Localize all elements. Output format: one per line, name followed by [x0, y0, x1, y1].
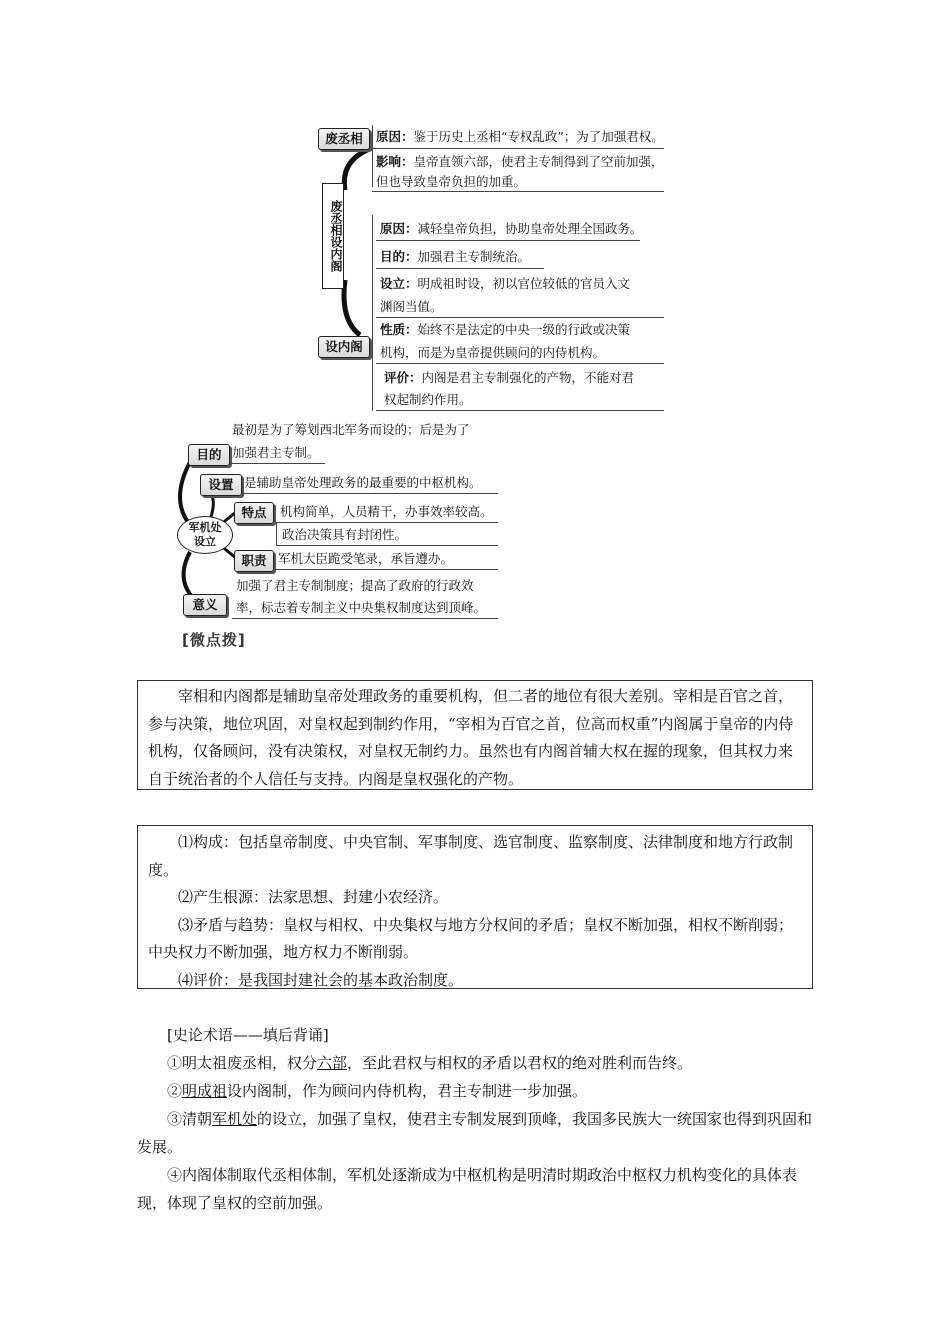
cabinet-establish-line1: 设立：明成祖时设，初以官位较低的官员入文 [380, 276, 631, 291]
mindmap1-center-text: 废丞相设内阁 [329, 200, 343, 272]
terms-item-1: ①明太祖废丞相，权分六部，至此君权与相权的矛盾以君权的绝对胜利而告终。 [167, 1054, 693, 1072]
grand-council-label-features: 特点 [234, 502, 274, 524]
tip-heading: [微点拨] [182, 631, 246, 649]
terms-title: [史论术语——填后背诵] [167, 1026, 329, 1044]
grand-council-features-line2: 政治决策具有封闭性。 [282, 527, 408, 542]
terms-section [137, 1021, 813, 1217]
summary-item-3: ⑶矛盾与趋势：皇权与相权、中央集权与地方分权间的矛盾；皇权不断加强，相权不断削弱；中央权力不断加强，地方权力不断削弱。 [148, 915, 794, 961]
tip-box [137, 680, 813, 790]
cabinet-evaluation-line2: 权起制约作用。 [384, 392, 472, 407]
cabinet-establish-line2: 渊阁当值。 [380, 299, 443, 314]
mindmap1-center [322, 183, 344, 289]
grand-council-label-duty: 职责 [234, 550, 274, 572]
terms-item-4: ④内阁体制取代丞相体制，军机处逐渐成为中枢机构是明清时期政治中枢权力机构变化的具体表现，体现了皇权的空前加强。 [137, 1166, 798, 1212]
cabinet-purpose: 目的：加强君主专制统治。 [380, 249, 531, 264]
grand-council-significance-line1: 加强了君主专制制度；提高了政府的行政效 [236, 578, 474, 593]
branch-label-abolish-chancellor: 废丞相 [318, 128, 370, 150]
abolish-impact-line1: 影响：皇帝直领六部，使君主专制得到了空前加强， [376, 154, 664, 169]
grand-council-setup-text: 是辅助皇帝处理政务的最重要的中枢机构。 [244, 475, 482, 490]
summary-item-4: ⑷评价：是我国封建社会的基本政治制度。 [178, 970, 464, 989]
terms-item-2: ②明成祖设内阁制，作为顾问内侍机构，君主专制进一步加强。 [167, 1082, 588, 1100]
cabinet-reason: 原因：减轻皇帝负担，协助皇帝处理全国政务。 [380, 221, 643, 236]
abolish-impact-line2: 但也导致皇帝负担的加重。 [376, 174, 527, 189]
mindmap2-center-text: 军机处设立 [188, 521, 222, 548]
grand-council-label-significance: 意义 [183, 594, 227, 616]
branch-label-set-cabinet: 设内阁 [318, 336, 370, 358]
grand-council-features-line1: 机构简单，人员精干，办事效率较高。 [280, 504, 493, 519]
terms-item-3: ③清朝军机处的设立，加强了皇权，使君主专制发展到顶峰，我国多民族大一统国家也得到巩固和发展。 [137, 1110, 813, 1156]
cabinet-nature-line2: 机构，而是为皇帝提供顾问的内侍机构。 [380, 345, 606, 360]
grand-council-label-setup: 设置 [200, 474, 242, 496]
summary-box [137, 825, 813, 989]
grand-council-significance-line2: 率，标志着专制主义中央集权制度达到顶峰。 [236, 600, 487, 615]
summary-item-2: ⑵产生根源：法家思想、封建小农经济。 [178, 888, 449, 906]
summary-item-1: ⑴构成：包括皇帝制度、中央官制、军事制度、选官制度、监察制度、法律制度和地方行政制度。 [148, 833, 794, 879]
cabinet-evaluation-line1: 评价：内阁是君主专制强化的产物，不能对君 [384, 370, 635, 385]
tip-box-text: 宰相和内阁都是辅助皇帝处理政务的重要机构，但二者的地位有很大差别。宰相是百官之首，参与决策，地位巩固，对皇权起到制约作用，“宰相为百官之首，位高而权重”内阁属于皇帝的内侍机构，仅备顾问，没有决策权，对皇权无制约力。虽然也有内阁首辅大权在握的现象，但其权力来自于统治者的个人信任与支持。内阁是皇权强化的产物。 [148, 687, 794, 788]
grand-council-purpose-line1: 最初是为了筹划西北军务而设的；后是为了 [232, 422, 470, 437]
grand-council-duty-text: 军机大臣跪受笔录，承旨遵办。 [278, 551, 454, 566]
abolish-reason: 原因：鉴于历史上丞相“专权乱政”；为了加强君权。 [376, 129, 664, 144]
cabinet-nature-line1: 性质：始终不是法定的中央一级的行政或决策 [380, 322, 631, 337]
mindmap2-center [177, 516, 233, 554]
grand-council-label-purpose: 目的 [188, 444, 230, 466]
grand-council-purpose-line2: 加强君主专制。 [232, 445, 320, 460]
